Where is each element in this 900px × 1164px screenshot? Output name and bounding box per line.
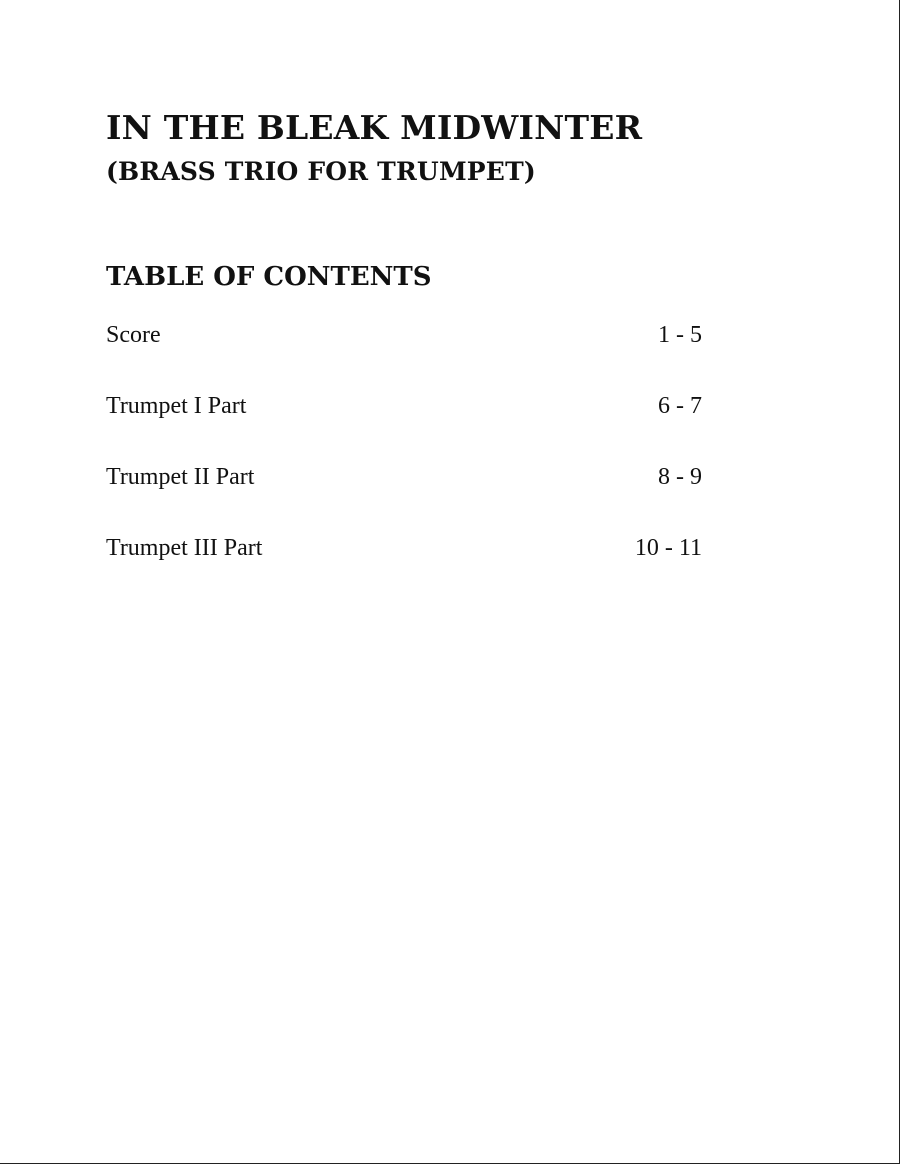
toc-entry-label: Trumpet I Part [106, 393, 247, 419]
toc-list [106, 322, 702, 606]
toc-entry-pages: 6 - 7 [658, 393, 702, 419]
toc-entry-pages: 10 - 11 [634, 535, 702, 561]
document-title: IN THE BLEAK MIDWINTER [106, 108, 643, 147]
toc-entry-pages: 1 - 5 [658, 322, 702, 348]
toc-entry-score [106, 322, 702, 393]
toc-entry-label: Trumpet III Part [106, 535, 263, 561]
toc-entry-label: Score [106, 322, 161, 348]
toc-entry-trumpet-1 [106, 393, 702, 464]
toc-entry-label: Trumpet II Part [106, 464, 255, 490]
toc-heading: TABLE OF CONTENTS [106, 262, 432, 292]
document-subtitle: (BRASS TRIO FOR TRUMPET) [106, 157, 536, 186]
toc-entry-pages: 8 - 9 [658, 464, 702, 490]
toc-entry-trumpet-2 [106, 464, 702, 535]
toc-entry-trumpet-3 [106, 535, 702, 606]
